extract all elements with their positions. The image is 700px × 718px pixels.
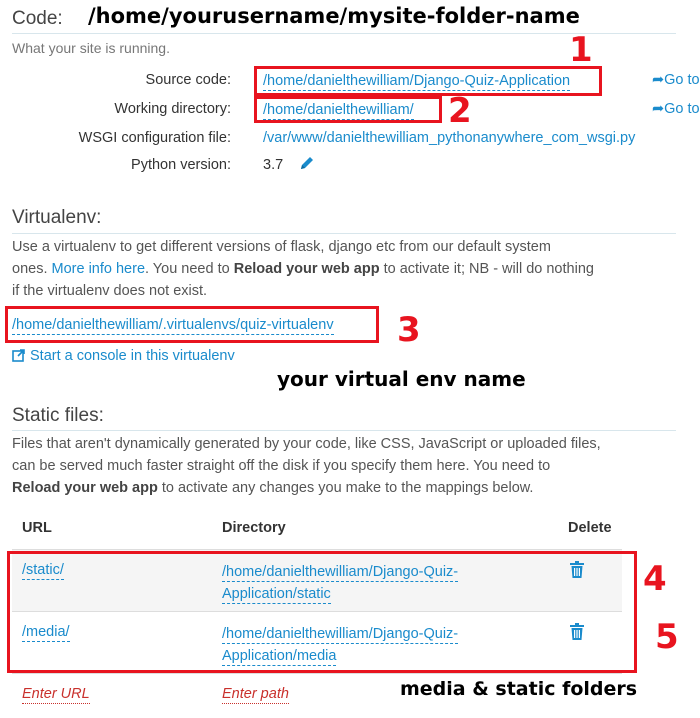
enter-url-field[interactable]: Enter URL bbox=[22, 686, 90, 702]
working-directory-link[interactable]: /home/danielthewilliam/ bbox=[263, 102, 414, 118]
code-section-title: Code: bbox=[12, 8, 63, 29]
annotation-number-1: 1 bbox=[569, 30, 593, 70]
static-divider bbox=[12, 430, 676, 431]
row-divider bbox=[12, 673, 622, 674]
virtualenv-desc-line-3: if the virtualenv does not exist. bbox=[12, 283, 208, 299]
column-header-url: URL bbox=[22, 520, 52, 536]
annotation-number-5: 5 bbox=[655, 617, 679, 657]
enter-path-field[interactable]: Enter path bbox=[222, 686, 289, 702]
static-desc-line-2: can be served much faster straight off the disk if you specify them here. You need to bbox=[12, 458, 551, 474]
source-code-label: Source code: bbox=[145, 72, 231, 88]
annotation-number-3: 3 bbox=[397, 310, 421, 350]
virtualenv-section-title: Virtualenv: bbox=[12, 207, 102, 228]
media-directory-link[interactable]: /home/danielthewilliam/Django-Quiz- Application/media bbox=[222, 626, 459, 664]
static-media-highlight bbox=[7, 551, 637, 673]
start-console-link[interactable]: Start a console in this virtualenv bbox=[12, 348, 235, 364]
wsgi-file-label: WSGI configuration file: bbox=[78, 130, 231, 146]
static-desc-line-1: Files that aren't dynamically generated by your code, like CSS, JavaScript or uploaded files, bbox=[12, 436, 601, 452]
virtualenv-desc-line-1: Use a virtualenv to get different versions of flask, django etc from our default system bbox=[12, 239, 551, 255]
python-version-label: Python version: bbox=[131, 157, 231, 173]
external-link-icon bbox=[12, 348, 26, 362]
code-path-annotation: /home/yourusername/mysite-folder-name bbox=[88, 4, 580, 28]
more-info-link[interactable]: More info here bbox=[51, 261, 146, 277]
pencil-icon[interactable] bbox=[298, 154, 316, 172]
virtualenv-path-link[interactable]: /home/danielthewilliam/.virtualenvs/quiz-virtualenv bbox=[12, 317, 334, 333]
arrow-right-icon: ➦ bbox=[652, 72, 665, 88]
virtualenv-desc-line-2: ones. More info here. You need to Reload your web app to activate it; NB - will do nothing bbox=[12, 261, 594, 277]
column-header-directory: Directory bbox=[222, 520, 286, 536]
virtualenv-divider bbox=[12, 233, 676, 234]
static-desc-line-3: Reload your web app to activate any changes you make to the mappings below. bbox=[12, 480, 534, 496]
source-code-link[interactable]: /home/danielthewilliam/Django-Quiz-Application bbox=[263, 73, 571, 89]
column-header-delete: Delete bbox=[568, 520, 612, 536]
working-directory-label: Working directory: bbox=[114, 101, 231, 117]
working-directory-highlight bbox=[254, 96, 442, 123]
venv-name-annotation: your virtual env name bbox=[277, 367, 526, 391]
wsgi-file-link[interactable]: /var/www/danielthewilliam_pythonanywhere_com_wsgi.py bbox=[263, 130, 636, 146]
virtualenv-path-highlight bbox=[5, 306, 379, 343]
static-section-title: Static files: bbox=[12, 405, 104, 426]
source-goto-link[interactable]: ➦Go to bbox=[652, 72, 700, 88]
code-subtitle: What your site is running. bbox=[12, 40, 170, 56]
static-url-link[interactable]: /static/ bbox=[22, 562, 64, 578]
media-url-link[interactable]: /media/ bbox=[22, 624, 70, 640]
workdir-goto-link[interactable]: ➦Go to bbox=[652, 101, 700, 117]
source-code-highlight bbox=[254, 66, 602, 96]
arrow-right-icon: ➦ bbox=[652, 101, 665, 117]
static-directory-link[interactable]: /home/danielthewilliam/Django-Quiz- Application/static bbox=[222, 564, 459, 602]
python-version-value: 3.7 bbox=[263, 157, 284, 173]
annotation-number-4: 4 bbox=[643, 559, 667, 599]
annotation-number-2: 2 bbox=[448, 91, 472, 131]
media-static-annotation: media & static folders bbox=[400, 678, 638, 700]
